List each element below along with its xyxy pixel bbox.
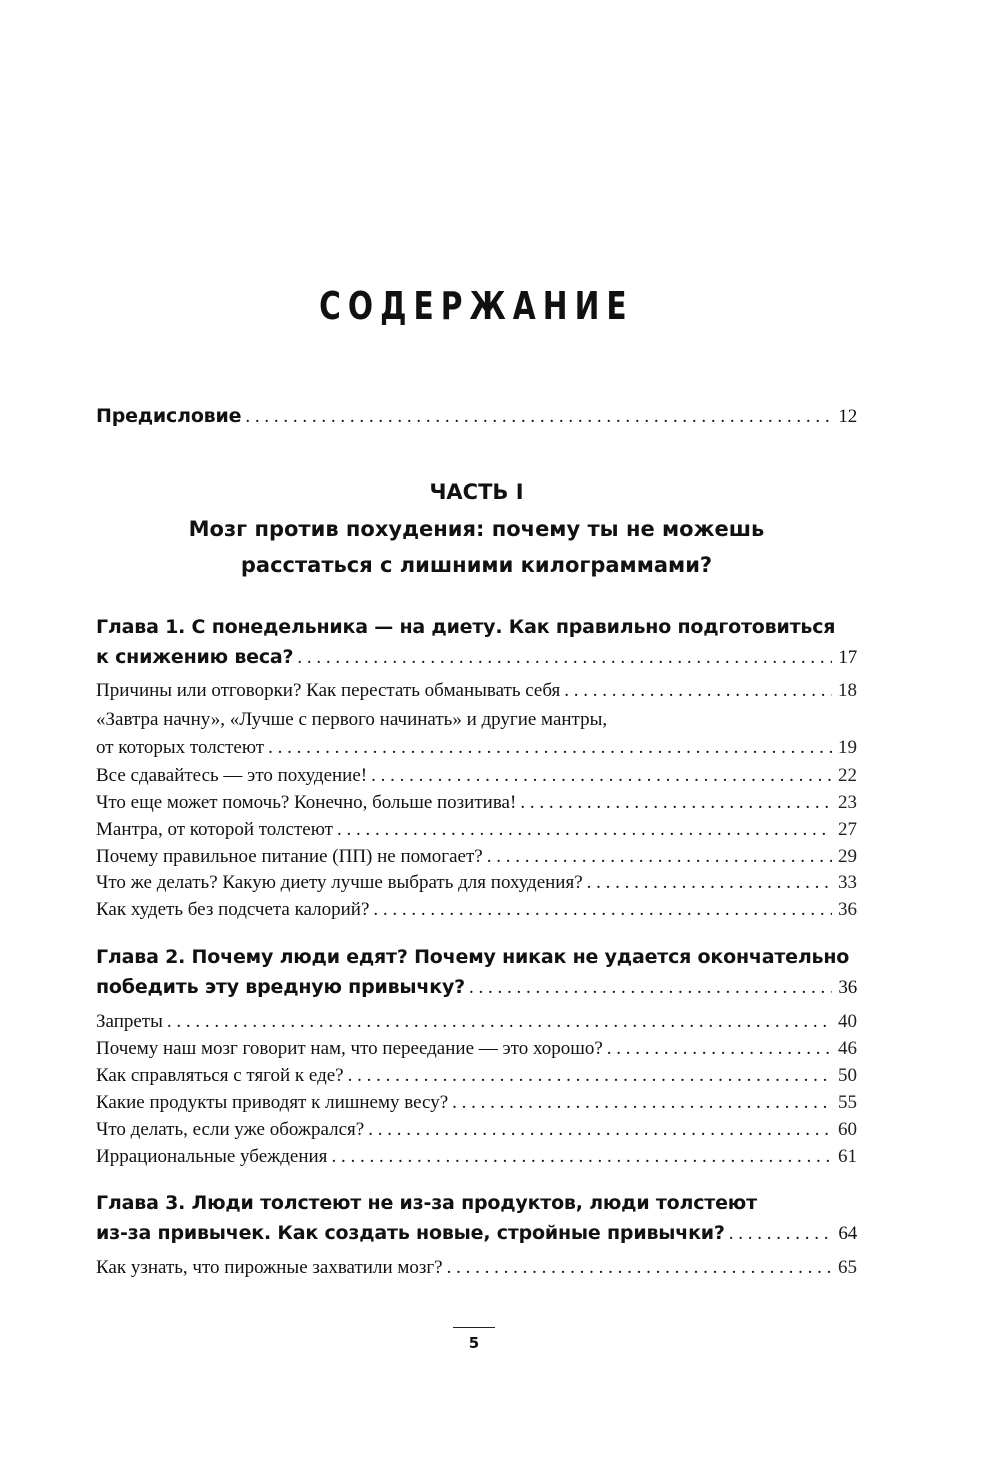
toc-entry-label: от которых толстеют [96, 737, 265, 758]
toc-entry-section[interactable] [96, 1008, 857, 1036]
toc-entry-label: Запреты [96, 1011, 163, 1032]
toc-entry-section-line1[interactable]: «Завтра начну», «Лучше с первого начинать» и другие мантры, [96, 709, 608, 730]
dot-leader [564, 677, 832, 705]
toc-entry-label: Что же делать? Какую диету лучше выбрать для похудения? [96, 872, 583, 893]
toc-entry-section[interactable] [96, 1062, 857, 1090]
part-title-line1: Мозг против похудения: почему ты не можешь [188, 517, 765, 541]
toc-entry-label: Причины или отговорки? Как перестать обманывать себя [96, 680, 561, 701]
toc-entry-page: 33 [838, 872, 857, 893]
toc-entry-label: Как худеть без подсчета калорий? [96, 899, 370, 920]
dot-leader [167, 1008, 832, 1036]
toc-entry-section[interactable] [96, 677, 857, 705]
toc-entry-page: 60 [838, 1119, 857, 1140]
toc-entry-chapter-2[interactable] [96, 972, 857, 1003]
toc-entry-label: Мантра, от которой толстеют [96, 819, 333, 840]
part-label: ЧАСТЬ I [429, 480, 524, 504]
dot-leader [452, 1089, 832, 1117]
toc-entry-label: Что еще может помочь? Конечно, больше позитива! [96, 792, 517, 813]
toc-entry-label: Как справляться с тягой к еде? [96, 1065, 344, 1086]
toc-entry-label: Иррациональные убеждения [96, 1146, 328, 1167]
toc-entry-page: 29 [838, 846, 857, 867]
toc-entry-section[interactable] [96, 734, 857, 762]
toc-entry-page: 12 [838, 406, 857, 427]
toc-entry-label: к снижению веса? [96, 646, 294, 668]
toc-entry-section[interactable] [96, 762, 857, 790]
toc-entry-label: Как узнать, что пирожные захватили мозг? [96, 1257, 443, 1278]
dot-leader [447, 1254, 832, 1282]
toc-entry-section[interactable] [96, 869, 857, 897]
toc-entry-label: Почему наш мозг говорит нам, что переедание — это хорошо? [96, 1038, 603, 1059]
toc-entry-page: 64 [838, 1223, 857, 1244]
dot-leader [268, 734, 832, 762]
dot-leader [487, 843, 832, 871]
toc-entry-chapter-3[interactable] [96, 1218, 857, 1249]
dot-leader [607, 1035, 832, 1063]
dot-leader [331, 1143, 832, 1171]
toc-entry-label: Что делать, если уже обожрался? [96, 1119, 365, 1140]
toc-entry-page: 46 [838, 1038, 857, 1059]
toc-entry-section[interactable] [96, 1143, 857, 1171]
toc-entry-page: 36 [838, 977, 857, 998]
toc-entry-label: Почему правильное питание (ПП) не помогает? [96, 846, 483, 867]
toc-entry-page: 27 [838, 819, 857, 840]
toc-entry-label: Предисловие [96, 405, 242, 427]
toc-entry-section[interactable] [96, 896, 857, 924]
toc-entry-page: 18 [838, 680, 857, 701]
dot-leader [371, 762, 832, 790]
chapter-1-title-line1[interactable]: Глава 1. С понедельника — на диету. Как правильно подготовиться [96, 616, 836, 638]
dot-leader [297, 643, 832, 673]
dot-leader [469, 973, 832, 1003]
chapter-2-title-line1[interactable]: Глава 2. Почему люди едят? Почему никак не удается окончательно [96, 946, 850, 968]
toc-entry-page: 23 [838, 792, 857, 813]
dot-leader [520, 789, 832, 817]
toc-entry-section[interactable] [96, 1089, 857, 1117]
toc-entry-label: Какие продукты приводят к лишнему весу? [96, 1092, 449, 1113]
part-title-line2: расстаться с лишними килограммами? [240, 553, 713, 577]
toc-entry-section[interactable] [96, 1035, 857, 1063]
toc-entry-label: Все сдавайтесь — это похудение! [96, 765, 368, 786]
toc-entry-page: 65 [838, 1257, 857, 1278]
toc-entry-section[interactable] [96, 1116, 857, 1144]
chapter-3-title-line1[interactable]: Глава 3. Люди толстеют не из-за продуктов, люди толстеют [96, 1192, 757, 1214]
dot-leader [337, 816, 832, 844]
dot-leader [373, 896, 832, 924]
toc-entry-page: 55 [838, 1092, 857, 1113]
toc-entry-preface[interactable] [96, 401, 857, 432]
toc-entry-page: 40 [838, 1011, 857, 1032]
toc-entry-label: победить эту вредную привычку? [96, 976, 465, 998]
page-number: 5 [468, 1334, 480, 1352]
toc-entry-page: 50 [838, 1065, 857, 1086]
dot-leader [587, 869, 832, 897]
toc-entry-page: 17 [838, 647, 857, 668]
page-number-rule [453, 1327, 495, 1328]
dot-leader [729, 1219, 833, 1249]
toc-entry-page: 22 [838, 765, 857, 786]
dot-leader [245, 402, 832, 432]
toc-entry-section[interactable] [96, 789, 857, 817]
toc-heading: СОДЕРЖАНИЕ [319, 284, 634, 328]
toc-entry-page: 19 [838, 737, 857, 758]
dot-leader [348, 1062, 832, 1090]
toc-entry-section[interactable] [96, 1254, 857, 1282]
toc-entry-page: 36 [838, 899, 857, 920]
dot-leader [368, 1116, 832, 1144]
toc-entry-label: из-за привычек. Как создать новые, стройные привычки? [96, 1222, 725, 1244]
toc-entry-chapter-1[interactable] [96, 642, 857, 673]
toc-entry-section[interactable] [96, 843, 857, 871]
toc-entry-page: 61 [838, 1146, 857, 1167]
toc-entry-section[interactable] [96, 816, 857, 844]
